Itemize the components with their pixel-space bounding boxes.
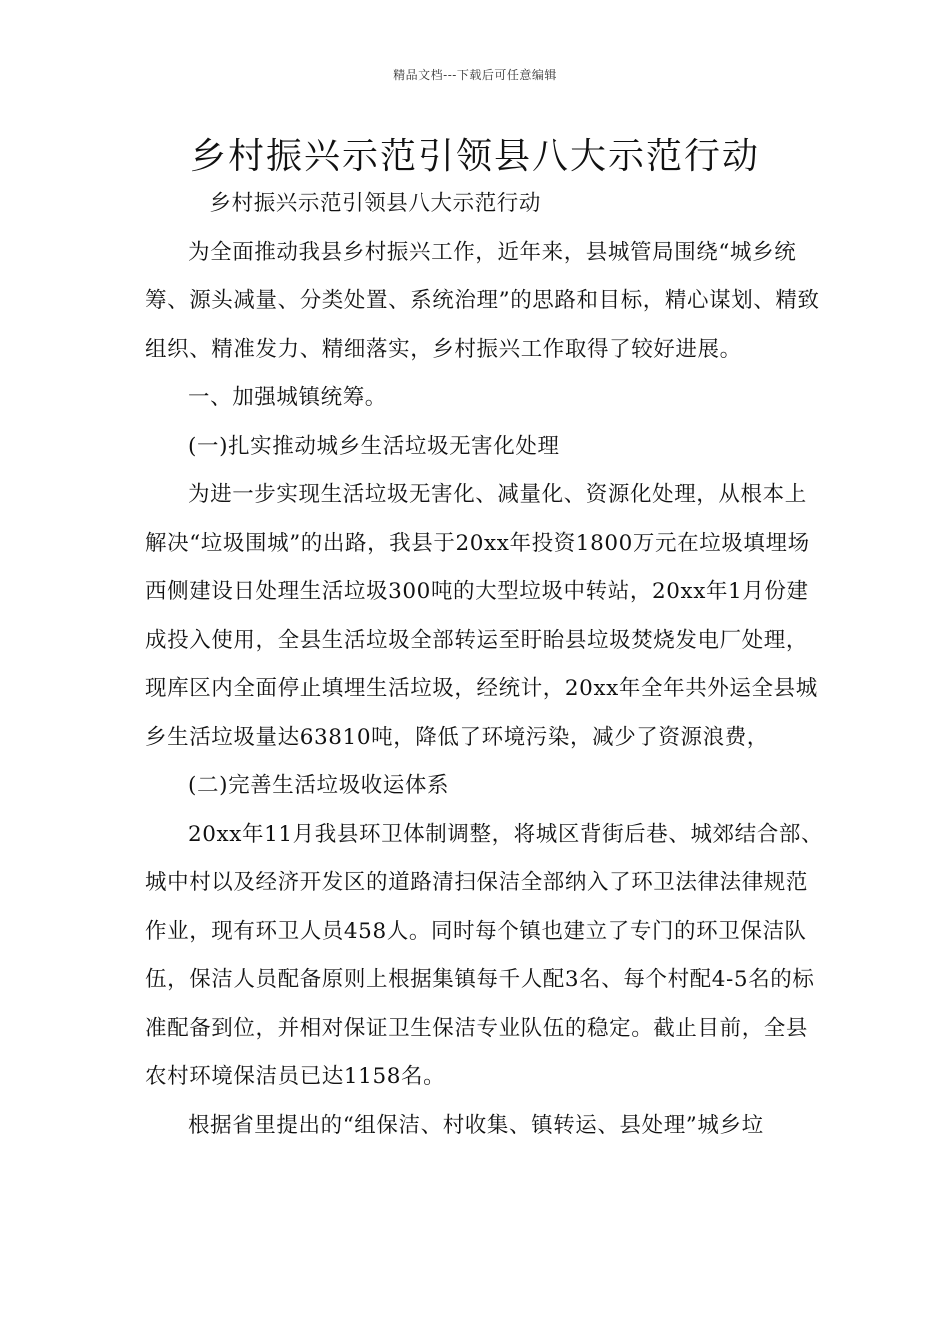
header-note: 精品文档---下载后可任意编辑 [393, 68, 557, 82]
subsection-heading: (一)扎实推动城乡生活垃圾无害化处理 [188, 433, 560, 459]
body-paragraph: 根据省里提出的“组保洁、村收集、镇转运、县处理”城乡垃 [188, 1112, 764, 1138]
body-paragraph: 为全面推动我县乡村振兴工作，近年来，县城管局围绕“城乡统筹、源头减量、分类处置、系统治理”的思路和目标，精心谋划、精致组织、精准发力、精细落实，乡村振兴工作取得了较好进展。 [145, 239, 820, 362]
subsection-heading: (二)完善生活垃圾收运体系 [188, 773, 450, 798]
section-heading: 一、加强城镇统筹。 [188, 385, 387, 410]
subtitle-paragraph: 乡村振兴示范引领县八大示范行动 [209, 191, 542, 216]
body-paragraph: 为进一步实现生活垃圾无害化、减量化、资源化处理，从根本上解决“垃圾围城”的出路，我县于20xx年投资1800万元在垃圾填埋场西侧建设日处理生活垃圾300吨的大型垃圾中转站，20xx年1月份建成投入使用，全县生活垃圾全部转运至盱眙县垃圾焚烧发电厂处理，现库区内全面停止填埋生活垃圾，经统计，20xx年全年共外运全县城乡生活垃圾量达63810吨，降低了环境污染，减少了资源浪费， [145, 482, 818, 750]
body-paragraph: 20xx年11月我县环卫体制调整，将城区背街后巷、城郊结合部、城中村以及经济开发区的道路清扫保洁全部纳入了环卫法律法律规范作业，现有环卫人员458人。同时每个镇也建立了专门的环卫保洁队伍，保洁人员配备原则上根据集镇每千人配3名、每个村配4-5名的标准配备到位，并相对保证卫生保洁专业队伍的稳定。截止目前，全县农村环境保洁员已达1158名。 [145, 821, 824, 1089]
document-title: 乡村振兴示范引领县八大示范行动 [189, 136, 760, 177]
document-body [145, 180, 825, 1150]
